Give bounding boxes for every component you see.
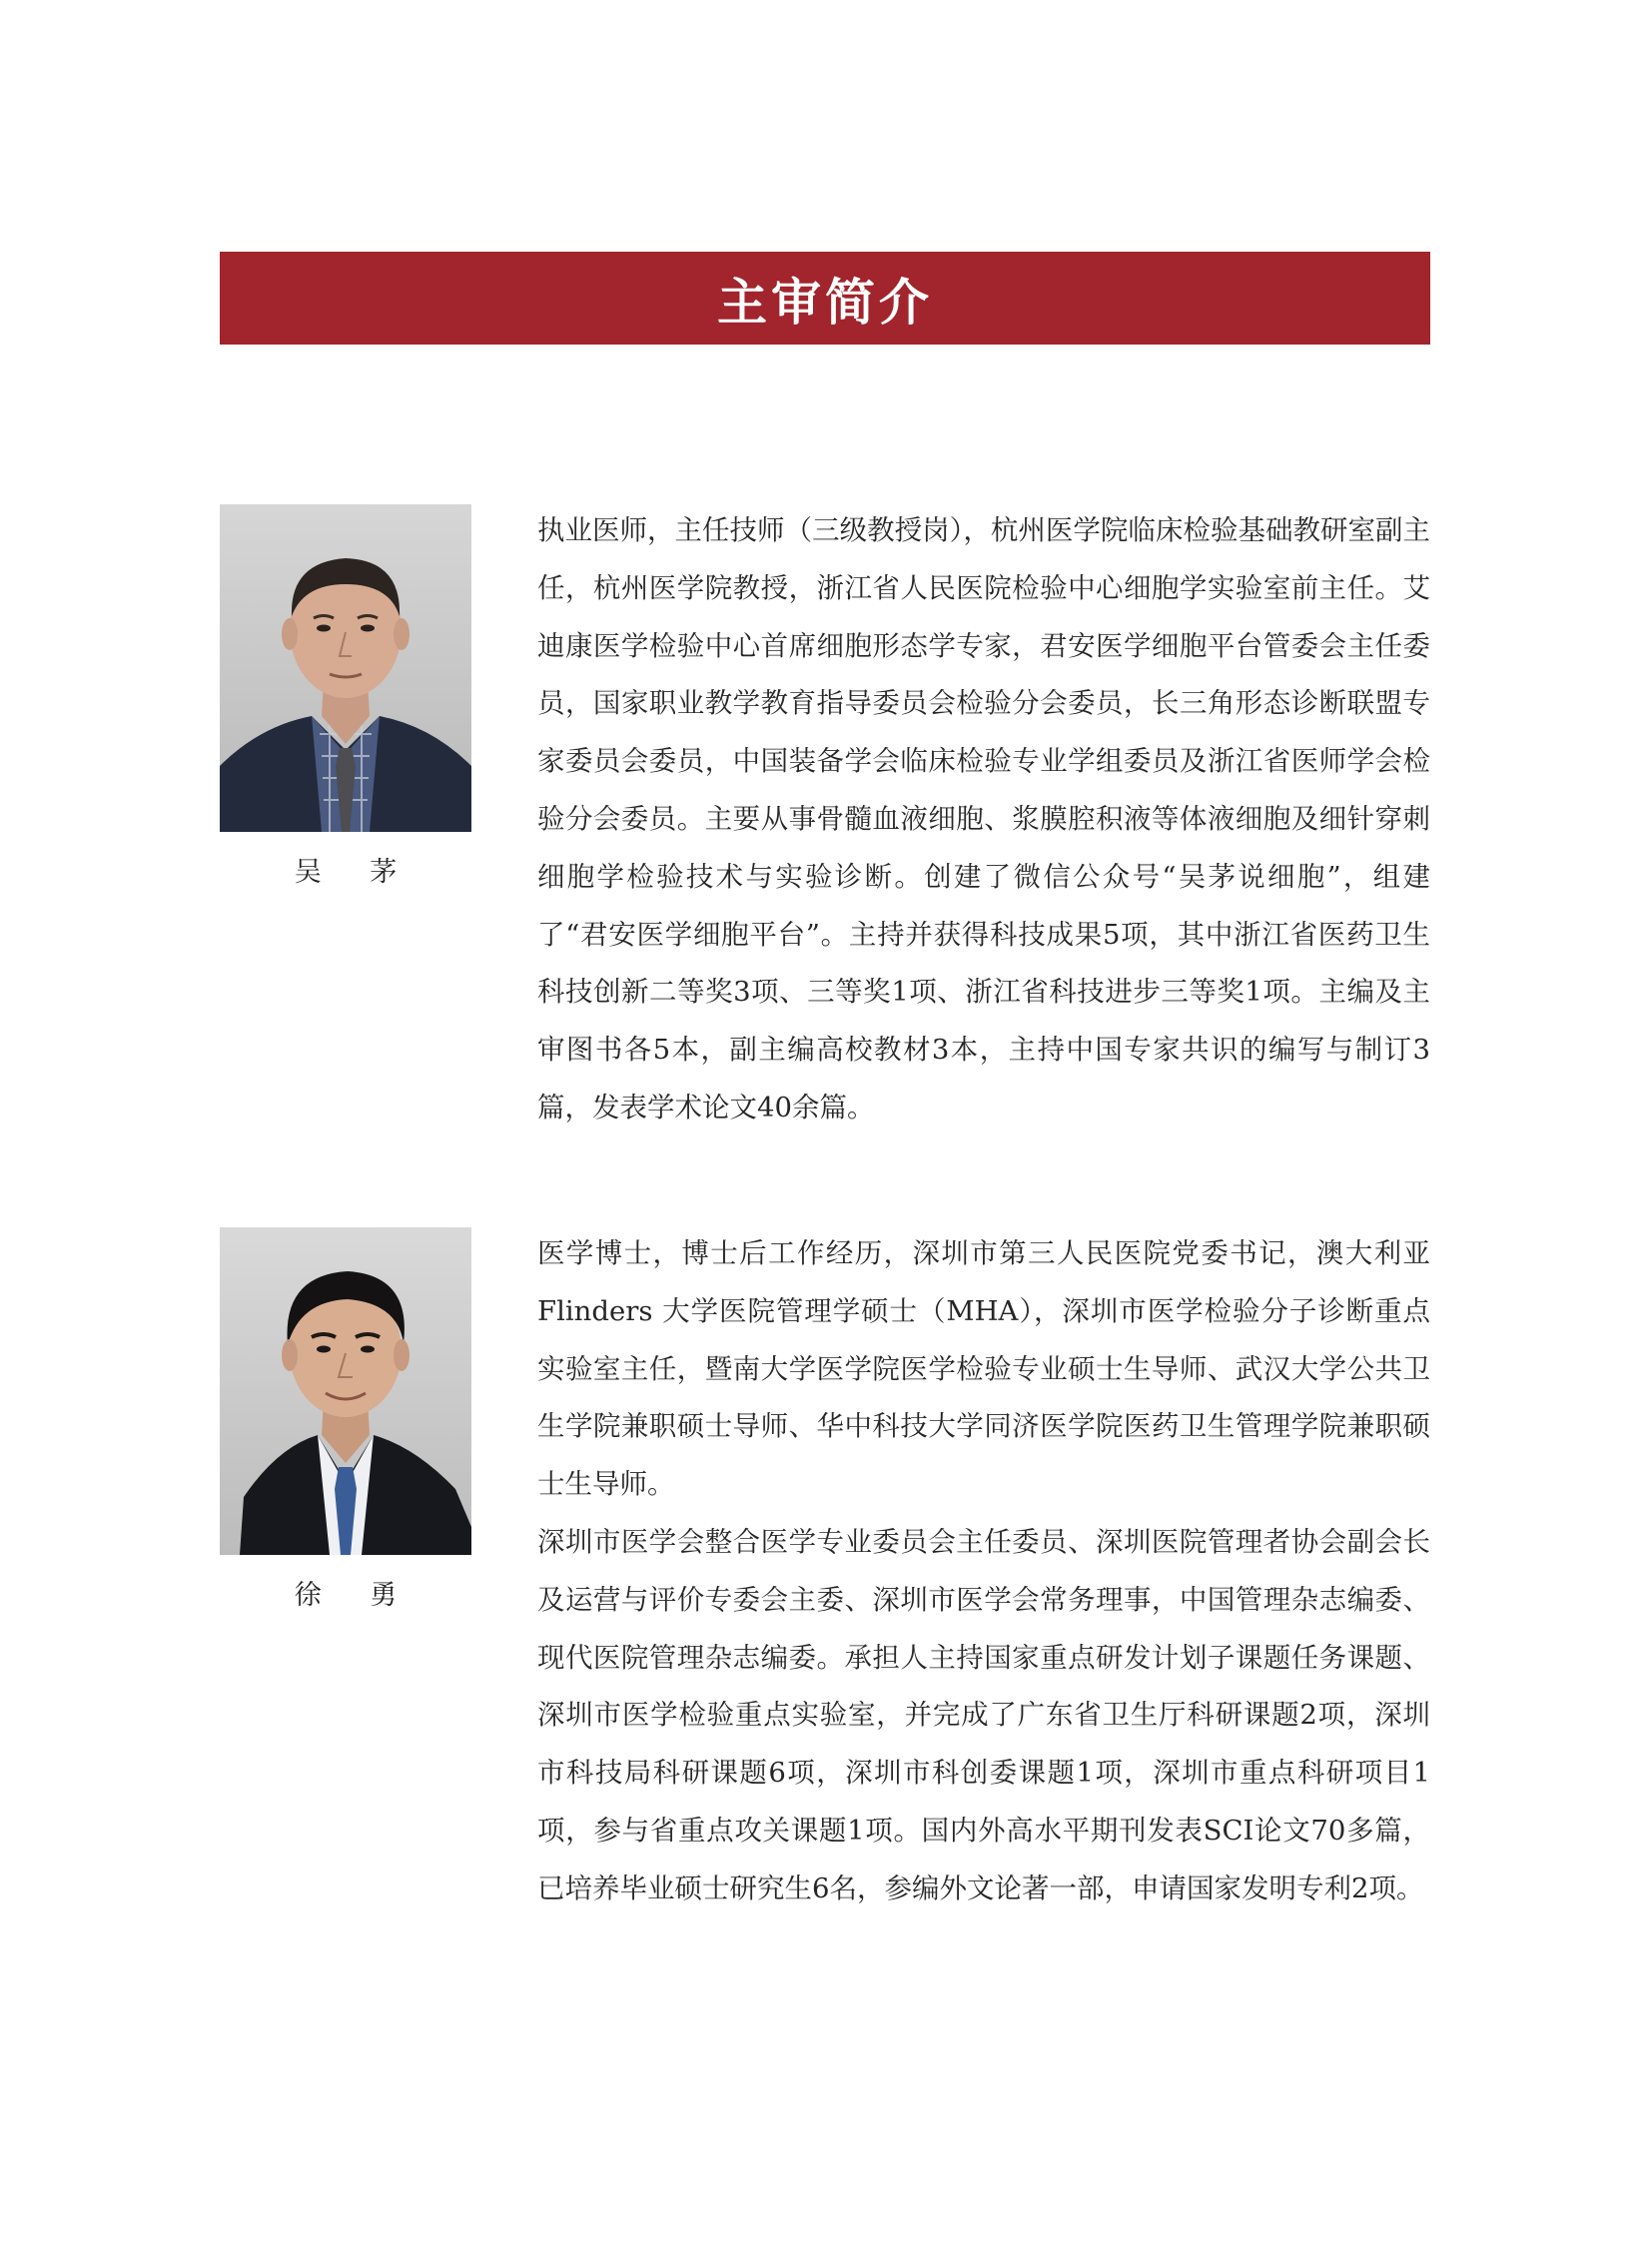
reviewer-photo	[220, 1227, 471, 1555]
bio-paragraph: 深圳市医学会整合医学专业委员会主任委员、深圳医院管理者协会副会长及运营与评价专委会主委、深圳市医学会常务理事，中国管理杂志编委、现代医院管理杂志编委。承担人主持国家重点研发计划子课题任务课题、深圳市医学检验重点实验室，并完成了广东省卫生厅科研课题2项，深圳市科技局科研课题6项，深圳市科创委课题1项，深圳市重点科研项目1项，参与省重点攻关课题1项。国内外高水平期刊发表SCI论文70多篇，已培养毕业硕士研究生6名，参编外文论著一部，申请国家发明专利2项。	[537, 1525, 1430, 1904]
bio-paragraph: 医学博士，博士后工作经历，深圳市第三人民医院党委书记，澳大利亚 Flinders 大学医院管理学硕士（MHA），深圳市医学检验分子诊断重点实验室主任，暨南大学医学院医学检验专业硕士生导师、武汉大学公共卫生学院兼职硕士导师、华中科技大学同济医学院医药卫生管理学院兼职硕士生导师。	[537, 1237, 1430, 1501]
reviewer-photo	[220, 504, 471, 832]
reviewer-name: 徐 勇	[294, 1580, 417, 1611]
portrait-image	[220, 504, 471, 832]
reviewer-bio	[537, 1225, 1430, 1918]
portrait-image	[220, 1227, 471, 1555]
reviewer-name: 吴 茅	[294, 857, 417, 888]
reviewer-bio	[537, 502, 1430, 1137]
bio-paragraph: 执业医师，主任技师（三级教授岗），杭州医学院临床检验基础教研室副主任，杭州医学院教授，浙江省人民医院检验中心细胞学实验室前主任。艾迪康医学检验中心首席细胞形态学专家，君安医学细胞平台管委会主任委员，国家职业教学教育指导委员会检验分会委员，长三角形态诊断联盟专家委员会委员，中国装备学会临床检验专业学组委员及浙江省医师学会检验分会委员。主要从事骨髓血液细胞、浆膜腔积液等体液细胞及细针穿刺细胞学检验技术与实验诊断。创建了微信公众号“吴茅说细胞”，组建了“君安医学细胞平台”。主持并获得科技成果5项，其中浙江省医药卫生科技创新二等奖3项、三等奖1项、浙江省科技进步三等奖1项。主编及主审图书各5本，副主编高校教材3本，主持中国专家共识的编写与制订3篇，发表学术论文40余篇。	[537, 514, 1430, 1123]
page-title: 主审简介	[717, 273, 933, 332]
title-banner	[220, 252, 1430, 345]
